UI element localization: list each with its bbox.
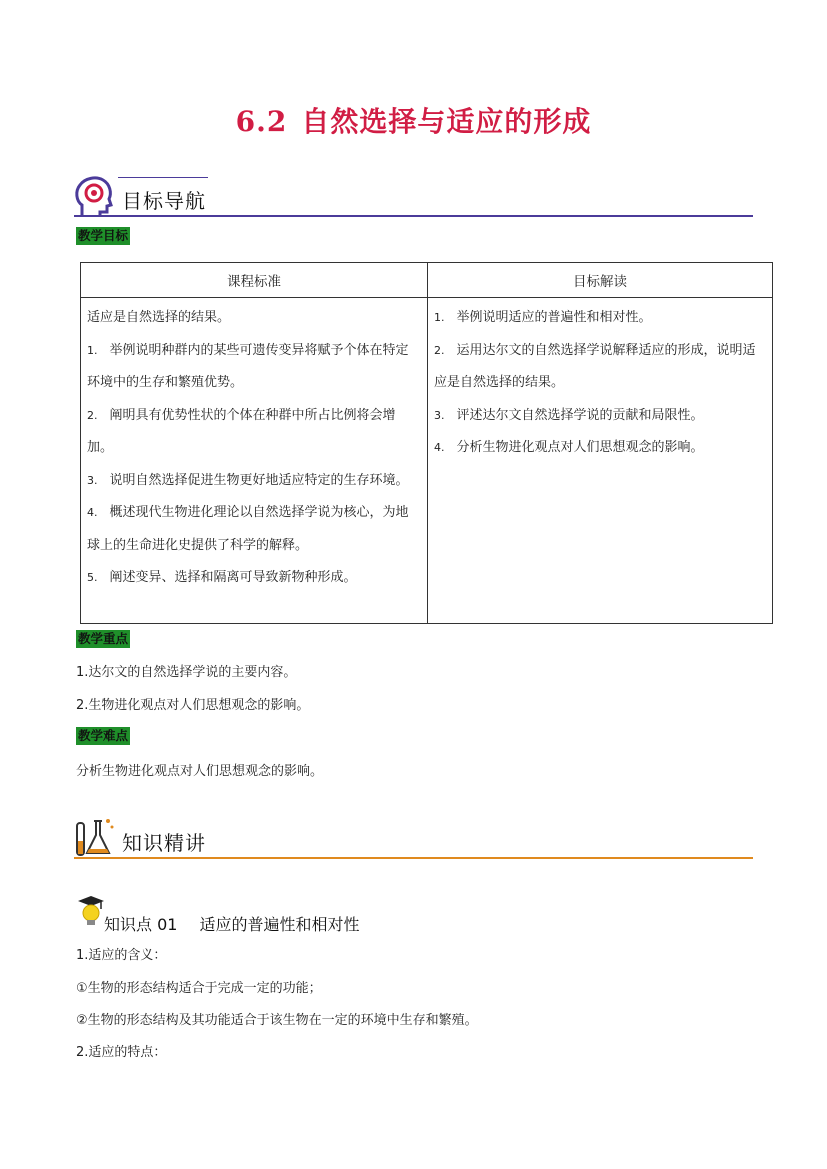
tag-teaching-goals: 教学目标 [78, 228, 129, 243]
content-line: ①生物的形态结构适合于完成一定的功能； [76, 981, 322, 996]
tag-teaching-focus: 教学重点 [78, 631, 129, 646]
list-item: 5. 阐述变异、选择和隔离可导致新物种形成。 [87, 570, 357, 585]
page-title: 6.2 自然选择与适应的形成 [235, 105, 592, 138]
content-line: ②生物的形态结构及其功能适合于该生物在一定的环境中生存和繁殖。 [76, 1013, 478, 1028]
lab-flask-icon [74, 815, 118, 859]
table-header: 目标解读 [428, 263, 773, 298]
goal-interpretation-cell [428, 298, 773, 624]
section-title-knowledge: 知识精讲 [122, 831, 206, 855]
curriculum-standards-cell [81, 298, 428, 624]
list-item: 3. 评述达尔文自然选择学说的贡献和局限性。 [434, 407, 704, 423]
list-item: 1. 举例说明适应的普遍性和相对性。 [434, 310, 652, 325]
goals-table [80, 262, 773, 624]
focus-item: 1.达尔文的自然选择学说的主要内容。 [76, 665, 297, 680]
knowledge-point-title: 知识点 01 适应的普遍性和相对性 [104, 915, 360, 934]
section-divider [74, 215, 753, 217]
section-divider [74, 857, 753, 859]
list-item: 2. 运用达尔文的自然选择学说解释适应的形成，说明适应是自然选择的结果。 [434, 342, 756, 390]
section-header-knowledge [74, 815, 754, 861]
section-header-goals [74, 175, 754, 219]
brain-gear-icon [74, 175, 116, 219]
content-line: 2.适应的特点： [76, 1045, 167, 1060]
list-item: 4. 分析生物进化观点对人们思想观念的影响。 [434, 440, 704, 455]
graduation-bulb-icon [76, 894, 106, 928]
list-item: 3. 说明自然选择促进生物更好地适应特定的生存环境。 [87, 472, 409, 488]
list-item: 适应是自然选择的结果。 [87, 310, 231, 325]
section-title-goals: 目标导航 [122, 189, 206, 213]
list-item: 4. 概述现代生物进化理论以自然选择学说为核心，为地球上的生命进化史提供了科学的解释。 [87, 505, 409, 553]
list-item: 2. 阐明具有优势性状的个体在种群中所占比例将会增加。 [87, 407, 396, 455]
difficulty-item: 分析生物进化观点对人们思想观念的影响。 [76, 764, 324, 779]
content-line: 1.适应的含义： [76, 948, 167, 963]
list-item: 1. 举例说明种群内的某些可遗传变异将赋予个体在特定环境中的生存和繁殖优势。 [87, 342, 409, 390]
tag-teaching-difficulty: 教学难点 [78, 728, 129, 743]
focus-item: 2.生物进化观点对人们思想观念的影响。 [76, 698, 310, 713]
table-header: 课程标准 [81, 263, 428, 298]
